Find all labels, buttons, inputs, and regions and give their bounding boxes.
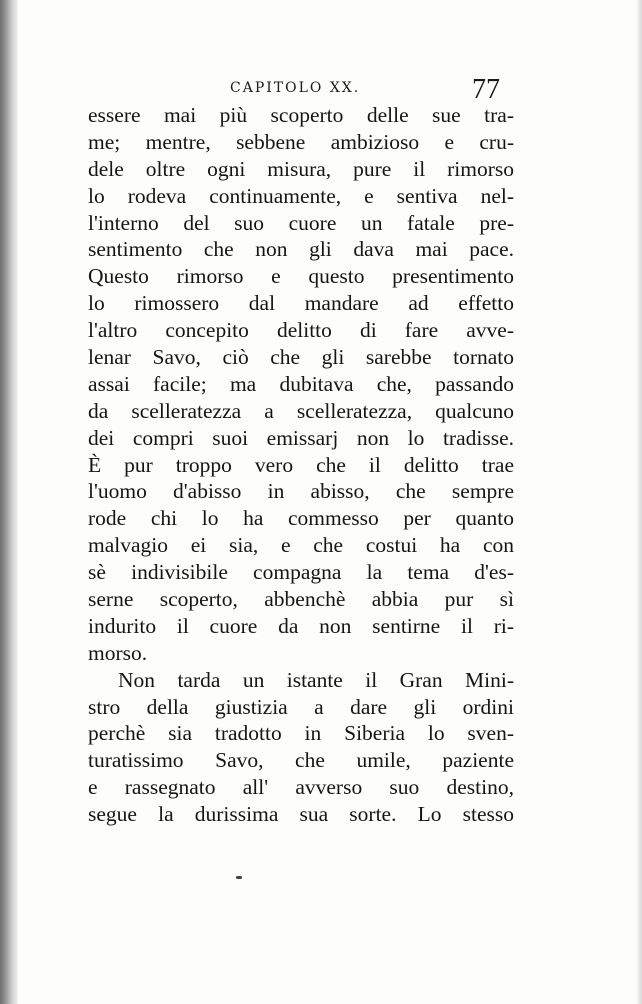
text-line: da scelleratezza a scelleratezza, qualcuno: [88, 398, 514, 423]
text-line: lenar Savo, ciò che gli sarebbe tornato: [88, 345, 514, 370]
text-line: e rassegnato all' avverso suo destino,: [88, 775, 514, 800]
text-line: Questo rimorso e questo presentimento: [88, 264, 514, 289]
text-line: l'uomo d'abisso in abisso, che sempre: [88, 479, 514, 504]
text-line: l'interno del suo cuore un fatale pre-: [88, 210, 514, 235]
ink-speck: [236, 876, 242, 879]
running-head: CAPITOLO XX.: [230, 80, 361, 96]
text-line: lo rimossero dal mandare ad effetto: [88, 291, 514, 316]
text-line: sè indivisibile compagna la tema d'es-: [88, 560, 514, 585]
text-line: perchè sia tradotto in Siberia lo sven-: [88, 721, 514, 746]
text-line: morso.: [88, 640, 148, 665]
page-edge-shadow: [636, 0, 642, 1004]
text-line: segue la durissima sua sorte. Lo stesso: [88, 802, 514, 827]
text-line: malvagio ei sia, e che costui ha con: [88, 533, 514, 558]
text-line: sentimento che non gli dava mai pace.: [88, 237, 514, 262]
text-line: assai facile; ma dubitava che, passando: [88, 371, 514, 396]
page-number: 77: [472, 74, 500, 105]
text-line: Non tarda un istante il Gran Mini-: [118, 667, 514, 692]
text-line: lo rodeva continuamente, e sentiva nel-: [88, 183, 514, 208]
text-line: essere mai più scoperto delle sue tra-: [88, 103, 514, 127]
text-line: È pur troppo vero che il delitto trae: [88, 452, 514, 477]
text-line: dei compri suoi emissarj non lo tradisse.: [88, 425, 514, 450]
text-line: dele oltre ogni misura, pure il rimorso: [88, 156, 514, 181]
text-line: rode chi lo ha commesso per quanto: [88, 506, 514, 531]
text-line: indurito il cuore da non sentirne il ri-: [88, 613, 514, 638]
text-line: l'altro concepito delitto di fare avve-: [88, 318, 514, 343]
page-header: [88, 74, 514, 104]
page-spine-shadow: [0, 0, 18, 1004]
text-line: stro della giustizia a dare gli ordini: [88, 694, 514, 719]
text-line: serne scoperto, abbenchè abbia pur sì: [88, 587, 514, 612]
body-text: [88, 102, 514, 828]
text-line: turatissimo Savo, che umile, paziente: [88, 748, 514, 773]
text-line: me; mentre, sebbene ambizioso e cru-: [88, 129, 514, 154]
